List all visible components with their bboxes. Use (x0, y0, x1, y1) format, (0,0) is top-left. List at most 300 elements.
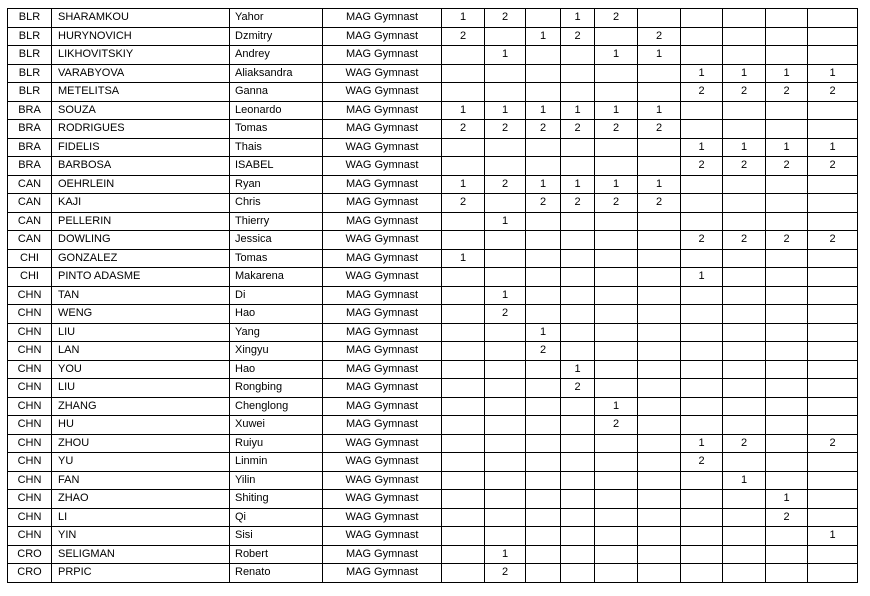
apparatus-cell-app3: 2 (526, 194, 561, 213)
apparatus-cell-app5 (595, 64, 638, 83)
last-name-cell: KAJI (52, 194, 230, 213)
apparatus-cell-app6 (638, 268, 681, 287)
first-name-cell: Rongbing (230, 379, 323, 398)
first-name-cell: Jessica (230, 231, 323, 250)
first-name-cell: Yahor (230, 9, 323, 28)
apparatus-cell-app9 (766, 471, 808, 490)
apparatus-cell-app8 (723, 508, 766, 527)
apparatus-cell-app7 (681, 46, 723, 65)
apparatus-cell-app7 (681, 27, 723, 46)
apparatus-cell-app1 (442, 360, 485, 379)
first-name-cell: Dzmitry (230, 27, 323, 46)
last-name-cell: METELITSA (52, 83, 230, 102)
table-row (8, 138, 858, 157)
apparatus-cell-app3 (526, 9, 561, 28)
apparatus-cell-app6: 2 (638, 120, 681, 139)
apparatus-cell-app7: 2 (681, 231, 723, 250)
category-cell: MAG Gymnast (323, 305, 442, 324)
apparatus-cell-app6 (638, 249, 681, 268)
apparatus-cell-app9 (766, 101, 808, 120)
category-cell: MAG Gymnast (323, 194, 442, 213)
apparatus-cell-app10 (808, 453, 858, 472)
apparatus-cell-app10 (808, 9, 858, 28)
apparatus-cell-app10 (808, 101, 858, 120)
first-name-cell: Yilin (230, 471, 323, 490)
apparatus-cell-app4 (561, 305, 595, 324)
country-code-cell: CAN (8, 212, 52, 231)
apparatus-cell-app1 (442, 545, 485, 564)
apparatus-cell-app9 (766, 397, 808, 416)
apparatus-cell-app4: 2 (561, 379, 595, 398)
apparatus-cell-app4 (561, 323, 595, 342)
apparatus-cell-app1 (442, 416, 485, 435)
apparatus-cell-app6 (638, 305, 681, 324)
country-code-cell: BRA (8, 120, 52, 139)
country-code-cell: BLR (8, 9, 52, 28)
first-name-cell: Aliaksandra (230, 64, 323, 83)
apparatus-cell-app8 (723, 397, 766, 416)
country-code-cell: BLR (8, 46, 52, 65)
apparatus-cell-app9: 1 (766, 138, 808, 157)
apparatus-cell-app8: 2 (723, 434, 766, 453)
apparatus-cell-app3 (526, 545, 561, 564)
apparatus-cell-app6 (638, 212, 681, 231)
apparatus-cell-app5 (595, 27, 638, 46)
apparatus-cell-app1 (442, 397, 485, 416)
apparatus-cell-app3 (526, 360, 561, 379)
apparatus-cell-app2: 2 (485, 175, 526, 194)
apparatus-cell-app1 (442, 434, 485, 453)
country-code-cell: CHN (8, 527, 52, 546)
first-name-cell: Ganna (230, 83, 323, 102)
apparatus-cell-app2 (485, 231, 526, 250)
country-code-cell: CHN (8, 471, 52, 490)
table-row (8, 323, 858, 342)
first-name-cell: Chenglong (230, 397, 323, 416)
apparatus-cell-app4 (561, 83, 595, 102)
apparatus-cell-app9 (766, 212, 808, 231)
category-cell: WAG Gymnast (323, 434, 442, 453)
last-name-cell: ZHANG (52, 397, 230, 416)
apparatus-cell-app1 (442, 305, 485, 324)
category-cell: MAG Gymnast (323, 101, 442, 120)
apparatus-cell-app8 (723, 305, 766, 324)
apparatus-cell-app10: 1 (808, 527, 858, 546)
apparatus-cell-app2 (485, 490, 526, 509)
apparatus-cell-app1: 1 (442, 249, 485, 268)
apparatus-cell-app9 (766, 527, 808, 546)
apparatus-cell-app7 (681, 101, 723, 120)
apparatus-cell-app9: 2 (766, 83, 808, 102)
apparatus-cell-app4 (561, 268, 595, 287)
apparatus-cell-app9 (766, 434, 808, 453)
apparatus-cell-app2 (485, 342, 526, 361)
category-cell: MAG Gymnast (323, 175, 442, 194)
apparatus-cell-app8 (723, 9, 766, 28)
table-row (8, 46, 858, 65)
apparatus-cell-app4 (561, 231, 595, 250)
apparatus-cell-app6 (638, 83, 681, 102)
last-name-cell: GONZALEZ (52, 249, 230, 268)
apparatus-cell-app5 (595, 508, 638, 527)
apparatus-cell-app5 (595, 545, 638, 564)
apparatus-cell-app4 (561, 434, 595, 453)
apparatus-cell-app9 (766, 379, 808, 398)
apparatus-cell-app5 (595, 231, 638, 250)
apparatus-cell-app3: 1 (526, 27, 561, 46)
apparatus-cell-app8 (723, 360, 766, 379)
first-name-cell: Makarena (230, 268, 323, 287)
apparatus-cell-app9 (766, 46, 808, 65)
apparatus-cell-app5 (595, 564, 638, 583)
apparatus-cell-app9 (766, 323, 808, 342)
apparatus-cell-app7 (681, 397, 723, 416)
table-row (8, 64, 858, 83)
country-code-cell: BRA (8, 138, 52, 157)
country-code-cell: CHN (8, 342, 52, 361)
apparatus-cell-app8 (723, 175, 766, 194)
apparatus-cell-app8 (723, 379, 766, 398)
apparatus-cell-app3 (526, 527, 561, 546)
apparatus-cell-app8 (723, 342, 766, 361)
first-name-cell: ISABEL (230, 157, 323, 176)
apparatus-cell-app7 (681, 379, 723, 398)
apparatus-cell-app9: 1 (766, 490, 808, 509)
apparatus-cell-app4: 2 (561, 27, 595, 46)
first-name-cell: Ruiyu (230, 434, 323, 453)
apparatus-cell-app3 (526, 564, 561, 583)
apparatus-cell-app4 (561, 471, 595, 490)
category-cell: WAG Gymnast (323, 138, 442, 157)
apparatus-cell-app4 (561, 157, 595, 176)
apparatus-cell-app5: 1 (595, 175, 638, 194)
apparatus-cell-app7 (681, 527, 723, 546)
apparatus-cell-app1 (442, 138, 485, 157)
apparatus-cell-app5: 2 (595, 416, 638, 435)
last-name-cell: ZHOU (52, 434, 230, 453)
table-row (8, 416, 858, 435)
last-name-cell: DOWLING (52, 231, 230, 250)
category-cell: MAG Gymnast (323, 360, 442, 379)
first-name-cell: Di (230, 286, 323, 305)
apparatus-cell-app9 (766, 286, 808, 305)
apparatus-cell-app9 (766, 249, 808, 268)
table-row (8, 268, 858, 287)
first-name-cell: Leonardo (230, 101, 323, 120)
apparatus-cell-app9: 2 (766, 157, 808, 176)
apparatus-cell-app5 (595, 323, 638, 342)
apparatus-cell-app10: 2 (808, 157, 858, 176)
apparatus-cell-app8: 2 (723, 83, 766, 102)
apparatus-cell-app10: 1 (808, 64, 858, 83)
apparatus-cell-app9 (766, 342, 808, 361)
country-code-cell: CHN (8, 323, 52, 342)
category-cell: MAG Gymnast (323, 545, 442, 564)
category-cell: WAG Gymnast (323, 64, 442, 83)
category-cell: WAG Gymnast (323, 453, 442, 472)
last-name-cell: LIU (52, 379, 230, 398)
apparatus-cell-app6 (638, 138, 681, 157)
country-code-cell: CHI (8, 268, 52, 287)
apparatus-cell-app10 (808, 194, 858, 213)
apparatus-cell-app9 (766, 360, 808, 379)
apparatus-cell-app5 (595, 490, 638, 509)
apparatus-cell-app6 (638, 286, 681, 305)
apparatus-cell-app7 (681, 120, 723, 139)
apparatus-cell-app7: 2 (681, 453, 723, 472)
apparatus-cell-app6 (638, 323, 681, 342)
category-cell: WAG Gymnast (323, 471, 442, 490)
apparatus-cell-app8: 2 (723, 231, 766, 250)
apparatus-cell-app2 (485, 157, 526, 176)
first-name-cell: Chris (230, 194, 323, 213)
apparatus-cell-app5 (595, 249, 638, 268)
apparatus-cell-app9: 2 (766, 231, 808, 250)
apparatus-cell-app3: 2 (526, 342, 561, 361)
apparatus-cell-app7 (681, 9, 723, 28)
apparatus-cell-app8 (723, 527, 766, 546)
apparatus-cell-app10 (808, 175, 858, 194)
apparatus-cell-app2 (485, 360, 526, 379)
apparatus-cell-app10 (808, 545, 858, 564)
apparatus-cell-app4 (561, 453, 595, 472)
apparatus-cell-app9: 2 (766, 508, 808, 527)
apparatus-cell-app4: 2 (561, 120, 595, 139)
apparatus-cell-app6 (638, 564, 681, 583)
first-name-cell: Linmin (230, 453, 323, 472)
apparatus-cell-app9 (766, 564, 808, 583)
apparatus-cell-app4 (561, 286, 595, 305)
country-code-cell: CHN (8, 434, 52, 453)
apparatus-cell-app6: 2 (638, 27, 681, 46)
apparatus-cell-app3 (526, 286, 561, 305)
apparatus-cell-app9 (766, 305, 808, 324)
last-name-cell: SHARAMKOU (52, 9, 230, 28)
apparatus-cell-app7 (681, 545, 723, 564)
apparatus-cell-app8 (723, 120, 766, 139)
last-name-cell: LAN (52, 342, 230, 361)
table-row (8, 379, 858, 398)
apparatus-cell-app4 (561, 416, 595, 435)
apparatus-cell-app4 (561, 249, 595, 268)
category-cell: MAG Gymnast (323, 379, 442, 398)
country-code-cell: CAN (8, 175, 52, 194)
apparatus-cell-app8 (723, 453, 766, 472)
category-cell: WAG Gymnast (323, 527, 442, 546)
apparatus-cell-app8: 2 (723, 157, 766, 176)
first-name-cell: Renato (230, 564, 323, 583)
apparatus-cell-app2 (485, 508, 526, 527)
last-name-cell: SOUZA (52, 101, 230, 120)
last-name-cell: VARABYOVA (52, 64, 230, 83)
apparatus-cell-app2: 2 (485, 564, 526, 583)
table-row (8, 453, 858, 472)
category-cell: MAG Gymnast (323, 212, 442, 231)
apparatus-cell-app8 (723, 545, 766, 564)
last-name-cell: YU (52, 453, 230, 472)
first-name-cell: Hao (230, 305, 323, 324)
last-name-cell: RODRIGUES (52, 120, 230, 139)
apparatus-cell-app2 (485, 434, 526, 453)
apparatus-cell-app1 (442, 286, 485, 305)
apparatus-cell-app1 (442, 471, 485, 490)
apparatus-cell-app10 (808, 268, 858, 287)
apparatus-cell-app5 (595, 379, 638, 398)
apparatus-cell-app10 (808, 342, 858, 361)
apparatus-cell-app6: 1 (638, 175, 681, 194)
apparatus-cell-app6 (638, 416, 681, 435)
table-row (8, 157, 858, 176)
table-row (8, 9, 858, 28)
apparatus-cell-app7 (681, 175, 723, 194)
apparatus-cell-app8: 1 (723, 64, 766, 83)
apparatus-cell-app4: 1 (561, 175, 595, 194)
apparatus-cell-app10 (808, 508, 858, 527)
apparatus-cell-app7 (681, 416, 723, 435)
first-name-cell: Hao (230, 360, 323, 379)
apparatus-cell-app7 (681, 323, 723, 342)
apparatus-cell-app9 (766, 120, 808, 139)
country-code-cell: CHN (8, 286, 52, 305)
apparatus-cell-app2 (485, 471, 526, 490)
apparatus-cell-app9 (766, 194, 808, 213)
apparatus-cell-app1 (442, 323, 485, 342)
apparatus-cell-app2: 1 (485, 212, 526, 231)
country-code-cell: BLR (8, 27, 52, 46)
table-row (8, 212, 858, 231)
apparatus-cell-app10 (808, 471, 858, 490)
apparatus-cell-app8 (723, 268, 766, 287)
country-code-cell: CHN (8, 305, 52, 324)
apparatus-cell-app2: 2 (485, 120, 526, 139)
apparatus-cell-app3 (526, 138, 561, 157)
category-cell: MAG Gymnast (323, 9, 442, 28)
apparatus-cell-app10: 1 (808, 138, 858, 157)
apparatus-cell-app7 (681, 194, 723, 213)
first-name-cell: Andrey (230, 46, 323, 65)
apparatus-cell-app1: 2 (442, 194, 485, 213)
apparatus-cell-app10 (808, 323, 858, 342)
apparatus-cell-app6 (638, 360, 681, 379)
last-name-cell: HU (52, 416, 230, 435)
apparatus-cell-app1 (442, 46, 485, 65)
apparatus-cell-app3 (526, 416, 561, 435)
apparatus-cell-app6 (638, 9, 681, 28)
category-cell: MAG Gymnast (323, 120, 442, 139)
apparatus-cell-app4 (561, 397, 595, 416)
apparatus-cell-app3 (526, 249, 561, 268)
apparatus-cell-app3 (526, 453, 561, 472)
apparatus-cell-app7: 1 (681, 64, 723, 83)
last-name-cell: YOU (52, 360, 230, 379)
first-name-cell: Qi (230, 508, 323, 527)
apparatus-cell-app4 (561, 508, 595, 527)
apparatus-cell-app8 (723, 212, 766, 231)
category-cell: MAG Gymnast (323, 27, 442, 46)
country-code-cell: BLR (8, 83, 52, 102)
apparatus-cell-app4 (561, 212, 595, 231)
apparatus-cell-app6 (638, 527, 681, 546)
apparatus-cell-app6 (638, 342, 681, 361)
apparatus-cell-app6: 2 (638, 194, 681, 213)
apparatus-cell-app5 (595, 471, 638, 490)
table-row (8, 360, 858, 379)
apparatus-cell-app3 (526, 434, 561, 453)
apparatus-cell-app4 (561, 545, 595, 564)
apparatus-cell-app9 (766, 545, 808, 564)
apparatus-cell-app9 (766, 27, 808, 46)
apparatus-cell-app7 (681, 360, 723, 379)
apparatus-cell-app4 (561, 64, 595, 83)
last-name-cell: OEHRLEIN (52, 175, 230, 194)
table-row (8, 194, 858, 213)
apparatus-cell-app10: 2 (808, 434, 858, 453)
last-name-cell: PINTO ADASME (52, 268, 230, 287)
apparatus-cell-app3 (526, 212, 561, 231)
apparatus-cell-app3 (526, 305, 561, 324)
apparatus-cell-app4 (561, 490, 595, 509)
country-code-cell: CAN (8, 231, 52, 250)
country-code-cell: BRA (8, 101, 52, 120)
apparatus-cell-app7 (681, 508, 723, 527)
apparatus-cell-app2 (485, 138, 526, 157)
apparatus-cell-app4 (561, 138, 595, 157)
apparatus-cell-app1 (442, 379, 485, 398)
apparatus-cell-app10 (808, 360, 858, 379)
apparatus-cell-app4 (561, 564, 595, 583)
apparatus-cell-app9 (766, 416, 808, 435)
apparatus-cell-app1 (442, 83, 485, 102)
apparatus-cell-app9 (766, 9, 808, 28)
apparatus-cell-app3 (526, 157, 561, 176)
apparatus-cell-app2: 1 (485, 46, 526, 65)
apparatus-cell-app2 (485, 27, 526, 46)
last-name-cell: WENG (52, 305, 230, 324)
apparatus-cell-app6 (638, 397, 681, 416)
last-name-cell: LIU (52, 323, 230, 342)
first-name-cell: Tomas (230, 249, 323, 268)
apparatus-cell-app7 (681, 564, 723, 583)
table-row (8, 545, 858, 564)
apparatus-cell-app6 (638, 231, 681, 250)
apparatus-cell-app3 (526, 268, 561, 287)
category-cell: MAG Gymnast (323, 249, 442, 268)
apparatus-cell-app1: 1 (442, 175, 485, 194)
apparatus-cell-app4 (561, 527, 595, 546)
apparatus-cell-app1 (442, 453, 485, 472)
apparatus-cell-app3 (526, 231, 561, 250)
apparatus-cell-app3 (526, 83, 561, 102)
apparatus-cell-app6: 1 (638, 46, 681, 65)
apparatus-cell-app10 (808, 249, 858, 268)
apparatus-cell-app5: 1 (595, 397, 638, 416)
country-code-cell: CRO (8, 564, 52, 583)
apparatus-cell-app9: 1 (766, 64, 808, 83)
table-row (8, 490, 858, 509)
apparatus-cell-app8 (723, 46, 766, 65)
apparatus-cell-app5: 2 (595, 194, 638, 213)
category-cell: WAG Gymnast (323, 157, 442, 176)
apparatus-cell-app2 (485, 268, 526, 287)
table-row (8, 120, 858, 139)
apparatus-cell-app7 (681, 249, 723, 268)
apparatus-cell-app6 (638, 64, 681, 83)
apparatus-cell-app7 (681, 305, 723, 324)
apparatus-cell-app5 (595, 360, 638, 379)
apparatus-cell-app2 (485, 64, 526, 83)
last-name-cell: LIKHOVITSKIY (52, 46, 230, 65)
apparatus-cell-app2 (485, 323, 526, 342)
